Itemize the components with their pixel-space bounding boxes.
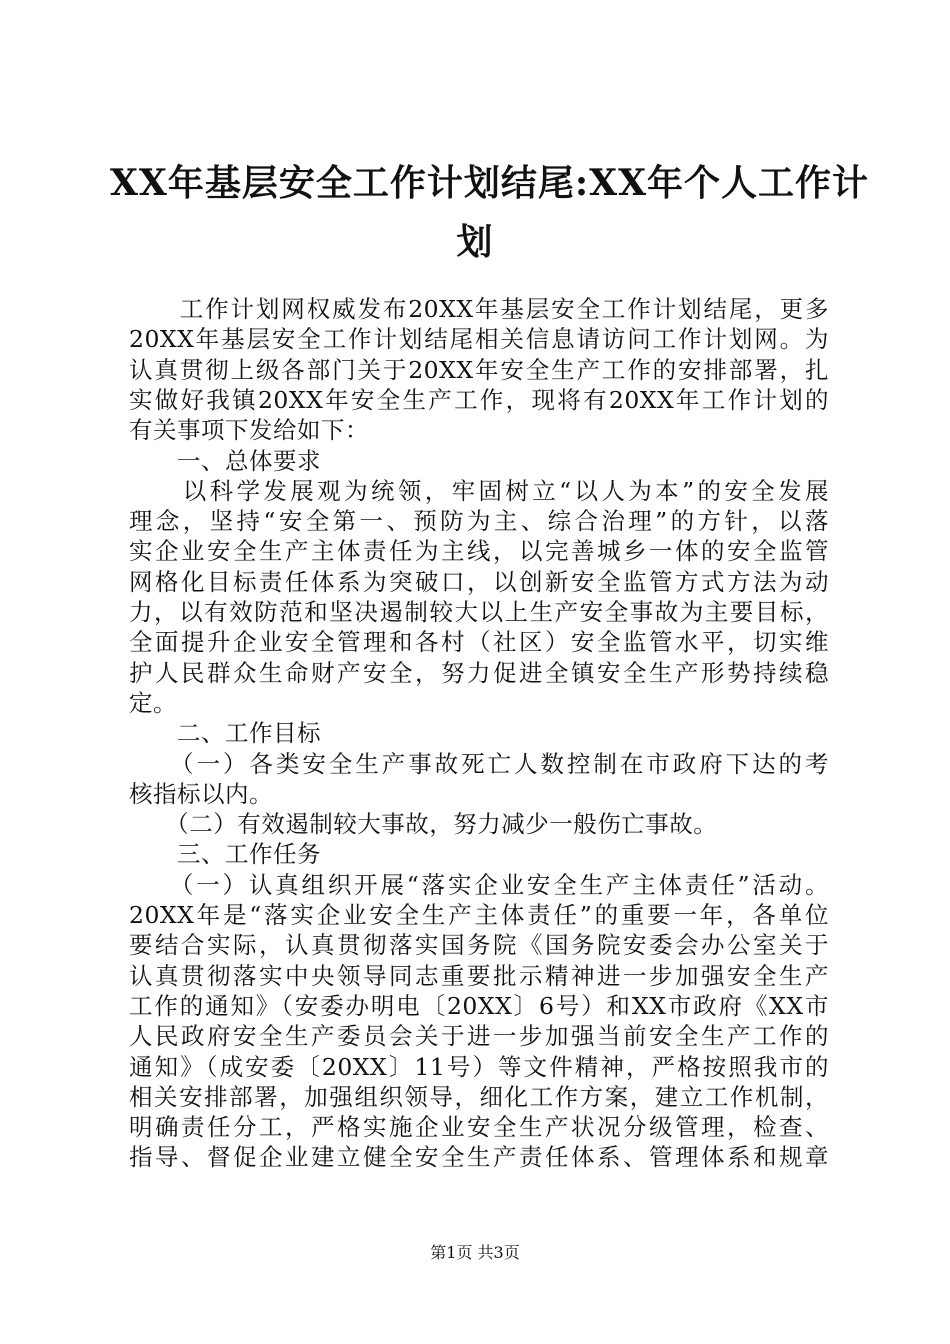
body-line: 指导、督促企业建立健全安全生产责任体系、管理体系和规章	[129, 1143, 829, 1172]
body-line: （一）认真组织开展“落实企业安全生产主体责任”活动。	[129, 870, 829, 899]
body-line: 一、总体要求	[129, 446, 321, 475]
body-line: 人民政府安全生产委员会关于进一步加强当前安全生产工作的	[129, 1022, 829, 1051]
body-line: 工作计划网权威发布20XX年基层安全工作计划结尾，更多	[129, 295, 829, 323]
body-line: 认真贯彻落实中央领导同志重要批示精神进一步加强安全生产	[129, 961, 829, 990]
body-line: 有关事项下发给如下：	[129, 416, 369, 445]
body-line: 认真贯彻上级各部门关于20XX年安全生产工作的安排部署，扎	[129, 355, 829, 384]
body-line: 核指标以内。	[129, 779, 273, 808]
body-line: （二）有效遏制较大事故，努力减少一般伤亡事故。	[129, 810, 718, 839]
document-title-line-2: 划	[456, 221, 494, 263]
body-line: 力，以有效防范和坚决遏制较大以上生产安全事故为主要目标，	[129, 598, 829, 626]
body-line: 全面提升企业安全管理和各村（社区）安全监管水平，切实维	[129, 628, 829, 657]
body-line: 实企业安全生产主体责任为主线，以完善城乡一体的安全监管	[129, 537, 829, 566]
body-line: 三、工作任务	[129, 840, 321, 869]
body-line: 工作的通知》（安委办明电〔20XX〕6号）和XX市政府《XX市	[129, 991, 829, 1020]
body-line: 护人民群众生命财产安全，努力促进全镇安全生产形势持续稳	[129, 658, 829, 687]
body-line: 理念，坚持“安全第一、预防为主、综合治理”的方针，以落	[129, 507, 829, 536]
body-line: （一）各类安全生产事故死亡人数控制在市政府下达的考	[129, 749, 829, 778]
body-line: 二、工作目标	[129, 719, 321, 748]
body-line: 20XX年基层安全工作计划结尾相关信息请访问工作计划网。为	[129, 325, 829, 354]
body-line: 网格化目标责任体系为突破口，以创新安全监管方式方法为动	[129, 567, 829, 596]
page-footer: 第1页 共3页	[430, 1243, 520, 1262]
body-line: 以科学发展观为统领，牢固树立“以人为本”的安全发展	[129, 476, 829, 505]
body-line: 20XX年是“落实企业安全生产主体责任”的重要一年，各单位	[129, 901, 829, 929]
body-line: 通知》（成安委〔20XX〕11号）等文件精神，严格按照我市的	[129, 1052, 829, 1081]
body-line: 定。	[129, 688, 177, 717]
body-line: 相关安排部署，加强组织领导，细化工作方案，建立工作机制，	[129, 1082, 829, 1111]
body-line: 要结合实际，认真贯彻落实国务院《国务院安委会办公室关于	[129, 931, 829, 960]
document-title-line-1: XX年基层安全工作计划结尾:XX年个人工作计	[110, 162, 870, 204]
body-line: 明确责任分工，严格实施企业安全生产状况分级管理，检查、	[129, 1113, 829, 1142]
body-line: 实做好我镇20XX年安全生产工作，现将有20XX年工作计划的	[129, 385, 829, 414]
